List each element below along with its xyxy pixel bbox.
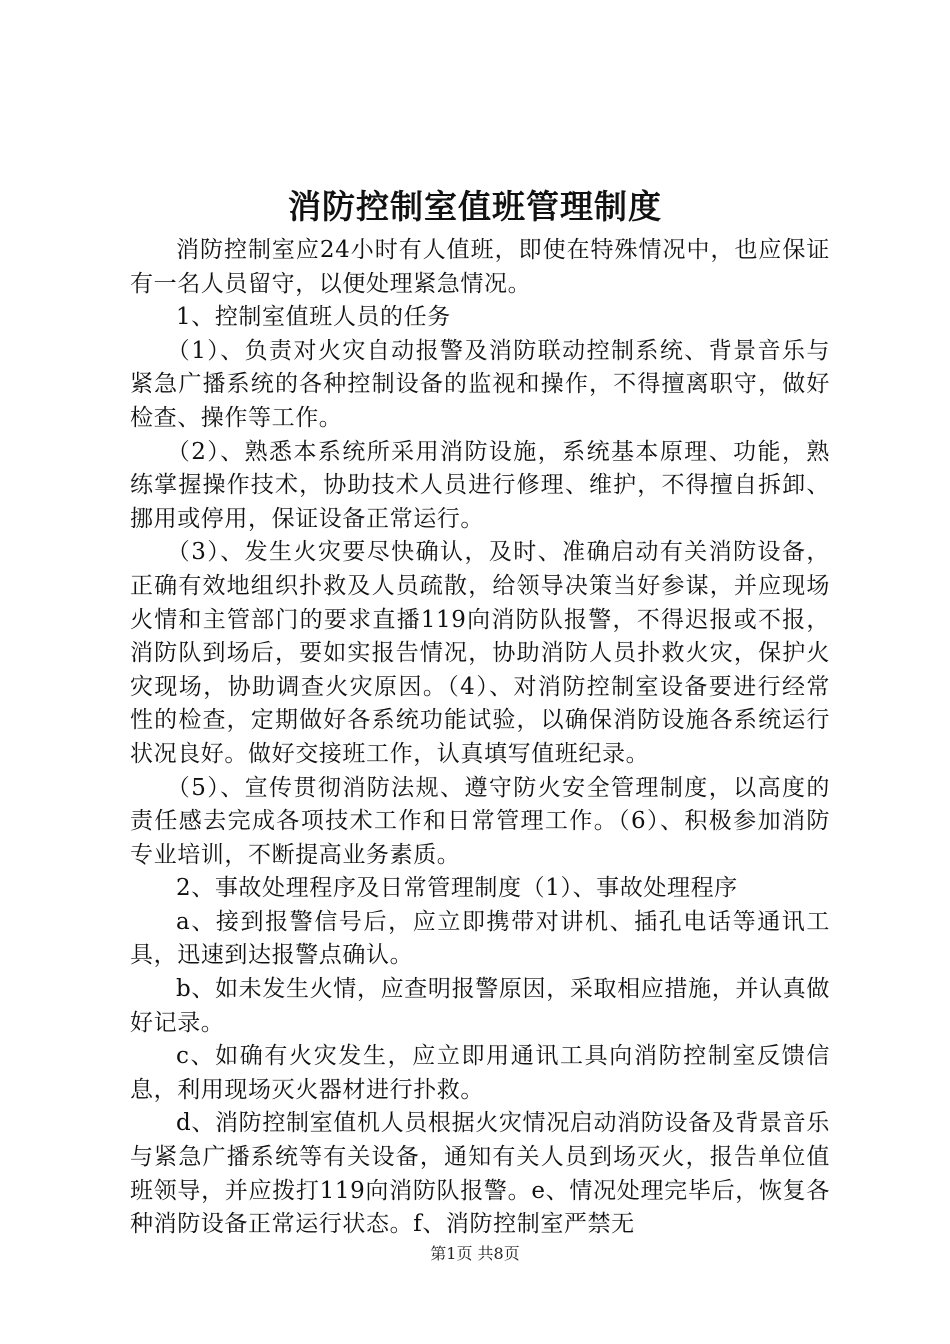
- paragraph-step-b: b、如未发生火情，应查明报警原因，采取相应措施，并认真做好记录。: [130, 976, 830, 1036]
- page-title: 消防控制室值班管理制度: [288, 187, 662, 226]
- paragraph-task-2: （2）、熟悉本系统所采用消防设施，系统基本原理、功能，熟练掌握操作技术，协助技术人员进行修理、维护，不得擅自拆卸、挪用或停用，保证设备正常运行。: [130, 438, 830, 532]
- paragraph-step-c: c、如确有火灾发生，应立即用通讯工具向消防控制室反馈信息，利用现场灭火器材进行扑救。: [130, 1043, 830, 1103]
- paragraph-task-1: （1）、负责对火灾自动报警及消防联动控制系统、背景音乐与紧急广播系统的各种控制设备的监视和操作，不得擅离职守，做好检查、操作等工作。: [130, 337, 830, 431]
- paragraph-task-5: （5）、宣传贯彻消防法规、遵守防火安全管理制度，以高度的责任感去完成各项技术工作和日常管理工作。（6）、积极参加消防专业培训，不断提高业务素质。: [130, 774, 830, 868]
- paragraph-heading-1: 1、控制室值班人员的任务: [176, 304, 451, 331]
- page-footer: 第1页 共8页: [430, 1244, 520, 1263]
- document-body: [130, 234, 830, 1242]
- paragraph-intro: 消防控制室应24小时有人值班，即使在特殊情况中，也应保证有一名人员留守，以便处理紧急情况。: [130, 237, 830, 297]
- paragraph-task-3: （3）、发生火灾要尽快确认，及时、准确启动有关消防设备，正确有效地组织扑救及人员疏散，给领导决策当好参谋，并应现场火情和主管部门的要求直播119向消防队报警，不得迟报或不报，消防队到场后，要如实报告情况，协助消防人员扑救火灾，保护火灾现场，协助调查火灾原因。（4）、对消防控制室设备要进行经常性的检查，定期做好各系统功能试验，以确保消防设施各系统运行状况良好。做好交接班工作，认真填写值班纪录。: [130, 539, 830, 767]
- paragraph-step-a: a、接到报警信号后，应立即携带对讲机、插孔电话等通讯工具，迅速到达报警点确认。: [130, 908, 830, 969]
- paragraph-heading-2: 2、事故处理程序及日常管理制度（1）、事故处理程序: [176, 875, 738, 902]
- paragraph-step-d: d、消防控制室值机人员根据火灾情况启动消防设备及背景音乐与紧急广播系统等有关设备，通知有关人员到场灭火，报告单位值班领导，并应拨打119向消防队报警。e、情况处理完毕后，恢复各种消防设备正常运行状态。f、消防控制室严禁无: [130, 1110, 830, 1238]
